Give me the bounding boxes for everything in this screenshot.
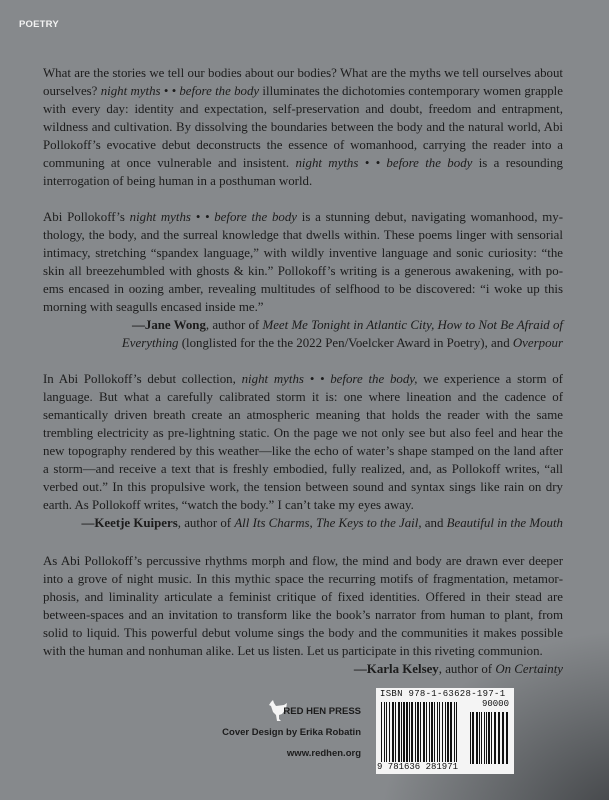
barcode-bar — [442, 702, 443, 764]
attribution-author: —Jane Wong — [131, 318, 206, 332]
barcode-bar — [411, 702, 413, 764]
book-title-text: All Its Charms, The Keys to the Jail, — [234, 516, 422, 530]
text-segment: As Abi Pollokoff’s percussive rhythms morph and flow, the mind and body are drawn ever deeper into a grove of night music. In this mythic space the recurring motifs of fragmentation, metamorphosis, and liminality articulate a feminist critique of fixed identities. Offered in their stead are between-spaces and an invitation to transform like the book’s narrator from human to plant, from solid to liquid. This powerful debut volume sings the body and the communities it makes possible with the human and nonhuman alike. Let us listen. Let us participate in this riveting communion. — [43, 554, 563, 658]
book-title-text: Beautiful in the Mouth — [446, 516, 563, 530]
text-segment: , author of — [177, 516, 235, 530]
barcode-bar — [401, 702, 402, 764]
publisher-website[interactable]: www.redhen.org — [286, 748, 361, 759]
barcode-bar — [403, 702, 405, 764]
barcode-bar — [395, 702, 396, 764]
text-segment: In Abi Pollokoff’s debut collection, — [43, 372, 242, 386]
barcode-bar — [386, 702, 387, 764]
blurb-jane-wong — [43, 208, 563, 352]
barcode-bar — [429, 702, 430, 764]
barcode-bar — [502, 712, 504, 764]
attribution-author: —Keetje Kuipers — [81, 516, 178, 530]
barcode-bar — [481, 712, 482, 764]
isbn-barcode — [376, 688, 514, 774]
barcode-bar — [392, 702, 394, 764]
cover-design-credit: Cover Design by Erika Robatin — [222, 727, 361, 738]
blurb-karla-kelsey — [43, 552, 563, 678]
barcode-bar — [406, 702, 408, 764]
barcode-bar — [491, 712, 492, 764]
book-title-text: Overpour — [512, 336, 563, 350]
barcode-bar — [447, 702, 449, 764]
barcode-bar — [470, 712, 471, 764]
barcode-bar — [472, 712, 474, 764]
barcode-bar — [426, 702, 427, 764]
barcode-bar — [381, 702, 382, 764]
barcode-bar — [476, 712, 478, 764]
book-title-text: On Certainty — [495, 662, 563, 676]
text-segment: (longlisted for the the 2022 Pen/Voelcker Award in Poetry), and — [178, 336, 513, 350]
book-title-text: Meet Me Tonight in Atlantic City, How to Not Be Afraid of Everything — [121, 318, 563, 350]
barcode-bar — [494, 712, 496, 764]
barcode-digits: 9 781636 281971 — [377, 762, 459, 772]
book-title-text: night myths • • before the body — [129, 210, 297, 224]
barcode-bar — [439, 702, 440, 764]
barcode-bar — [423, 702, 425, 764]
barcode-bar — [420, 702, 421, 764]
barcode-bar — [488, 712, 490, 764]
text-segment: is a stunning debut, navigating womanhood, mythology, the body, and the surreal knowledge that dwells within. These poems linger with sensorial intimacy, stretching “spandex language,” with wildly inventive language and sonic curiosity: “the skin all breezehumbled with ghosts & kin.” Pollokoff’s writing is a generous awakening, with poems encased in oozing amber, revealing multitudes of selfhood to be discovered: “i woke up this morning with seagulls encased inside me.” — [43, 210, 563, 314]
barcode-bar — [450, 702, 452, 764]
book-description — [43, 64, 563, 190]
price-code: 90000 — [481, 699, 509, 709]
barcode-bar — [486, 712, 487, 764]
genre-label: POETRY — [19, 19, 59, 30]
attribution-author: —Karla Kelsey — [353, 662, 439, 676]
barcode-bar — [417, 702, 419, 764]
barcode-bar — [384, 702, 385, 764]
barcode-bar — [415, 702, 416, 764]
text-segment: What are the stories we tell our bodies about our bodies? What are the myths we tell ourselves about ourselves? — [43, 66, 563, 98]
barcode-bar — [389, 702, 390, 764]
book-title-text: night myths • • before the body — [295, 156, 473, 170]
text-segment: and — [421, 516, 447, 530]
barcode-bar — [437, 702, 438, 764]
barcode-bar — [506, 712, 508, 764]
blurb-keetje-kuipers — [43, 370, 563, 532]
text-segment: Abi Pollokoff’s — [43, 210, 130, 224]
barcode-bar — [398, 702, 400, 764]
barcode-bar — [498, 712, 500, 764]
barcode-bar — [409, 702, 410, 764]
barcode-bar — [454, 702, 455, 764]
publisher-name: RED HEN PRESS — [283, 706, 361, 717]
text-segment: , author of — [205, 318, 263, 332]
text-segment: we experience a storm of language. But what a carefully calibrated storm it is: one where lineation and the cadence of semantically driven breath create an atmospheric meaning that holds the reader with the same trembling electricity as pre-lightning static. On the page we not only see but also feel and hear the new topography rendered by this weather—like the echo of water’s shape stamped on the land after a storm—and receive a text that is freshly embodied, fully realized, and, as Pollokoff writes, “all verbed out.” In this propulsive work, the tension between sound and syntax sings like rain on dry earth. As Pollokoff writes, “watch the body.” I can’t take my eyes away. — [43, 372, 563, 512]
text-segment: , author of — [438, 662, 496, 676]
barcode-bar — [456, 702, 457, 764]
text-segment: is a resounding interrogation of being human in a posthuman world. — [43, 156, 563, 188]
book-title-text: night myths • • before the body — [100, 84, 260, 98]
barcode-bar — [479, 712, 480, 764]
isbn-label: ISBN 978-1-63628-197-1 — [380, 689, 506, 699]
barcode-bar — [445, 702, 446, 764]
barcode-bar — [484, 712, 485, 764]
barcode-bar — [431, 702, 433, 764]
book-title-text: night myths • • before the body, — [241, 372, 418, 386]
barcode-bar — [434, 702, 435, 764]
text-segment: illuminates the dichotomies contemporary women grapple with every day: identity and expectation, self-preservation and doubt, freedom and entrapment, wildness and cultivation. By dissolving the boundaries between the body and the natural world, Abi Pollokoff’s evocative debut deconstructs the essence of womanhood, carrying the reader into a communing at once vulnerable and insistent. — [43, 84, 563, 170]
